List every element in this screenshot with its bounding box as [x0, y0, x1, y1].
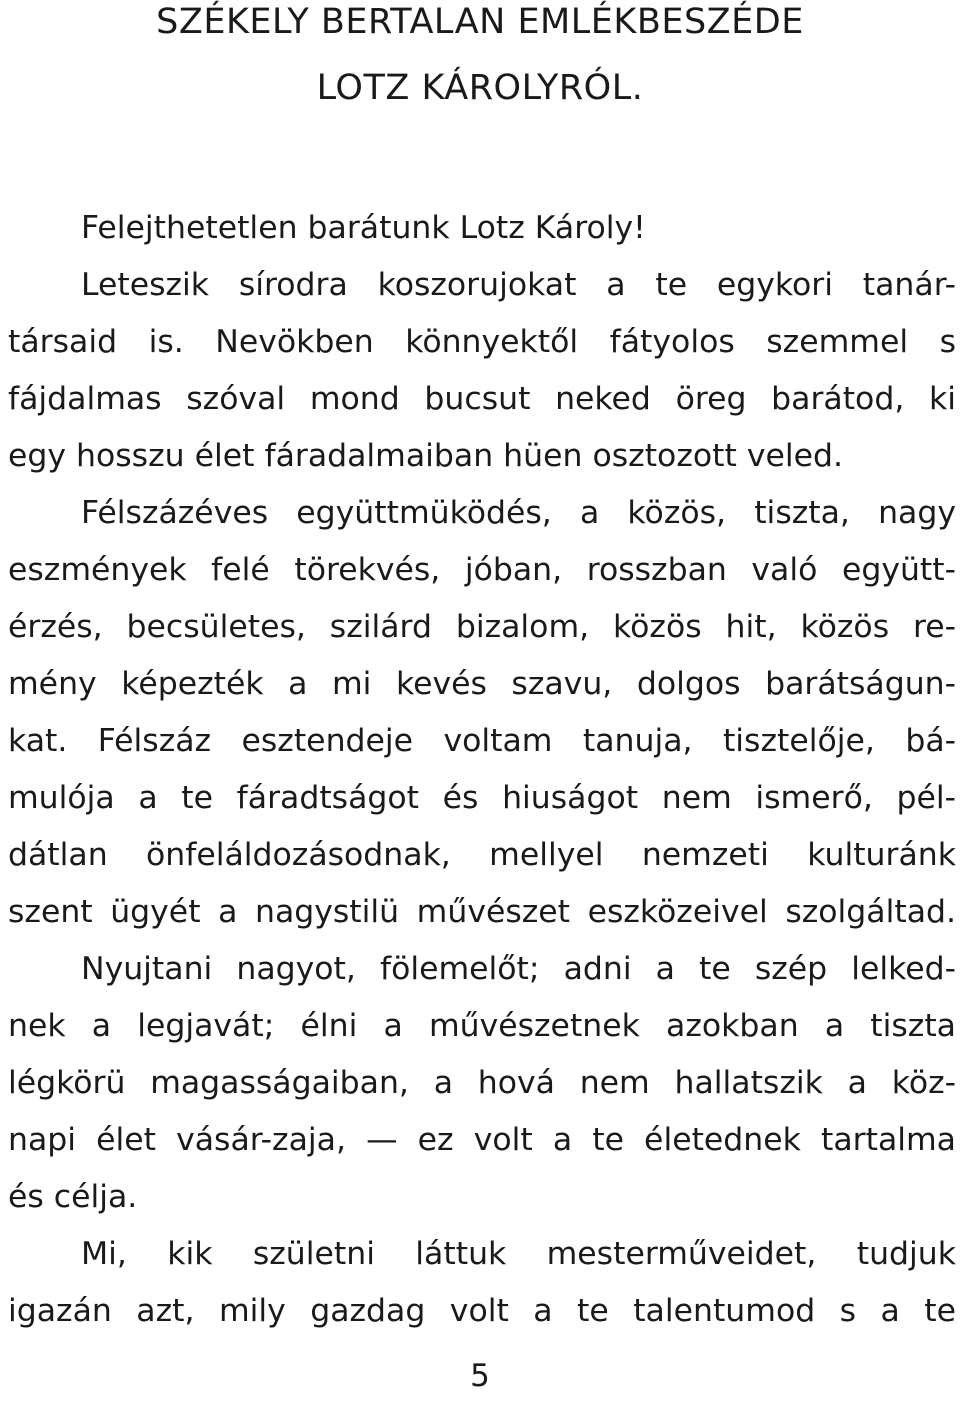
- body-text: [8, 200, 956, 1340]
- text-line: Nyujtani nagyot, fölemelőt; adni a te szép lelked-: [81, 951, 956, 987]
- text-line: Felejthetetlen barátunk Lotz Károly!: [81, 210, 646, 246]
- text-line: kat. Félszáz esztendeje voltam tanuja, tisztelője, bá-: [8, 723, 956, 759]
- text-line: légkörü magasságaiban, a hová nem hallatszik a köz-: [8, 1065, 956, 1101]
- text-line: társaid is. Nevökben könnyektől fátyolos szemmel s: [8, 324, 956, 360]
- text-line: egy hosszu élet fáradalmaiban hüen osztozott veled.: [8, 438, 843, 474]
- text-line: igazán azt, mily gazdag volt a te talentumod s a te: [8, 1293, 956, 1329]
- text-line: mény képezték a mi kevés szavu, dolgos barátságun-: [8, 666, 956, 702]
- text-line: eszmények felé törekvés, jóban, rosszban való együtt-: [8, 552, 956, 588]
- text-line: Félszázéves együttmüködés, a közös, tiszta, nagy: [81, 495, 956, 531]
- text-line: és célja.: [8, 1179, 138, 1215]
- text-line: Leteszik sírodra koszorujokat a te egykori tanár-: [81, 267, 956, 303]
- text-line: dátlan önfeláldozásodnak, mellyel nemzeti kulturánk: [8, 837, 956, 873]
- page-number: 5: [470, 1358, 490, 1394]
- text-line: Mi, kik születni láttuk mesterműveidet, tudjuk: [81, 1236, 956, 1272]
- text-line: mulója a te fáradtságot és hiuságot nem ismerő, pél-: [8, 780, 956, 816]
- text-line: napi élet vásár-zaja, — ez volt a te életednek tartalma: [8, 1122, 956, 1158]
- text-line: érzés, becsületes, szilárd bizalom, közös hit, közös re-: [8, 609, 956, 645]
- text-line: nek a legjavát; élni a művészetnek azokban a tiszta: [8, 1008, 956, 1044]
- heading-line-1: SZÉKELY BERTALAN EMLÉKBESZÉDE: [156, 2, 804, 42]
- heading-line-2: LOTZ KÁROLYRÓL.: [316, 68, 644, 108]
- text-line: fájdalmas szóval mond bucsut neked öreg barátod, ki: [8, 381, 956, 417]
- text-line: szent ügyét a nagystilü művészet eszközeivel szolgáltad.: [8, 894, 956, 930]
